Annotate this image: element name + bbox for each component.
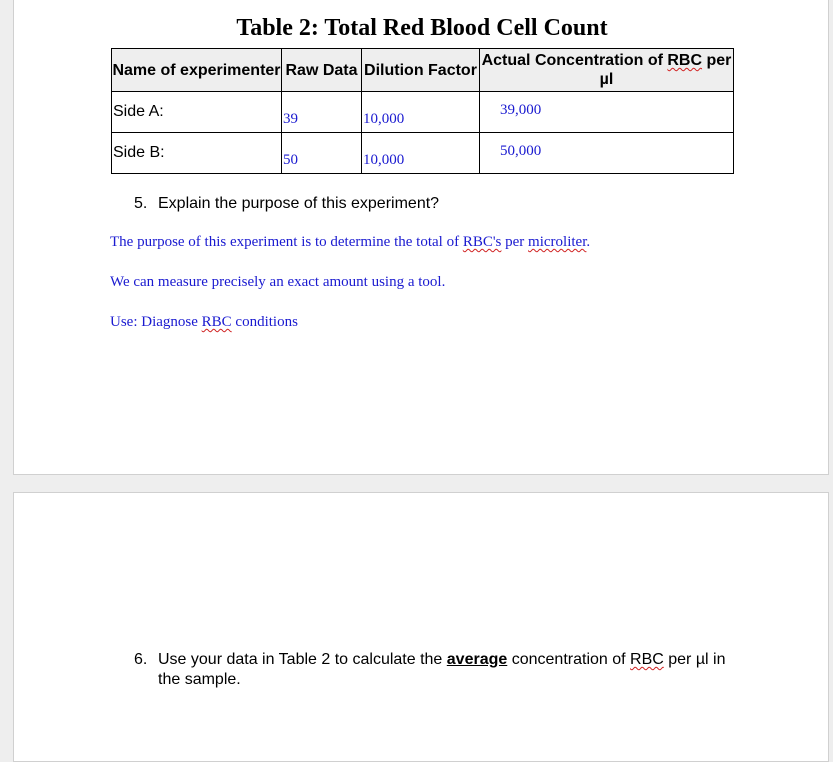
header-actual-suffix: per µl <box>599 52 732 88</box>
raw-value: 50 <box>283 152 298 168</box>
cell-raw[interactable] <box>282 92 362 133</box>
answer-5-line-2[interactable]: We can measure precisely an exact amount using a tool. <box>110 274 446 290</box>
raw-value: 39 <box>283 111 298 127</box>
question-6 <box>134 650 734 690</box>
answer-5-line-1-part2: per <box>501 234 529 250</box>
question-6-part3: per µl in the sample. <box>158 651 726 688</box>
header-dilution: Dilution Factor <box>362 49 480 92</box>
dilution-value: 10,000 <box>363 111 405 127</box>
cell-name <box>112 92 282 133</box>
question-6-part1: Use your data in Table 2 to calculate the <box>158 651 447 668</box>
dilution-value: 10,000 <box>363 152 405 168</box>
document-page-2 <box>13 492 829 762</box>
cell-name <box>112 133 282 174</box>
question-5-number: 5. <box>134 195 148 212</box>
header-raw: Raw Data <box>282 49 362 92</box>
cell-actual[interactable] <box>480 133 734 174</box>
answer-5-line-3[interactable] <box>110 314 298 331</box>
actual-value: 50,000 <box>500 143 542 159</box>
answer-5-line-3-part1: Use: Diagnose <box>110 314 202 330</box>
answer-5-line-3-part2: conditions <box>231 314 298 330</box>
cell-raw[interactable] <box>282 133 362 174</box>
question-6-part2: concentration of <box>507 651 631 668</box>
answer-5-line-1-part3: . <box>586 234 591 250</box>
answer-5-rbcs: RBC's <box>462 234 502 250</box>
question-6-rbc: RBC <box>630 651 664 668</box>
row-label: Side A: <box>113 103 164 120</box>
table-row <box>112 133 734 174</box>
question-6-average: average <box>446 651 508 668</box>
table-header-row <box>112 49 734 92</box>
question-6-number: 6. <box>134 651 148 668</box>
rbc-count-table <box>111 48 734 174</box>
answer-5-rbc: RBC <box>201 314 232 330</box>
document-page-1 <box>13 0 829 475</box>
question-6-text <box>158 650 734 690</box>
cell-actual[interactable] <box>480 92 734 133</box>
header-actual-rbc: RBC <box>667 52 703 69</box>
answer-5-microliter: microliter <box>528 234 587 250</box>
header-actual-prefix: Actual Concentration of <box>481 52 668 69</box>
row-label: Side B: <box>113 144 165 161</box>
cell-dilution[interactable] <box>362 92 480 133</box>
answer-5-line-1-part1: The purpose of this experiment is to determine the total of <box>110 234 463 250</box>
header-actual <box>480 49 734 92</box>
question-5-text: Explain the purpose of this experiment? <box>158 195 440 212</box>
actual-value: 39,000 <box>500 102 542 118</box>
question-5 <box>134 194 734 214</box>
cell-dilution[interactable] <box>362 133 480 174</box>
table-title: Table 2: Total Red Blood Cell Count <box>236 15 608 41</box>
answer-5-line-1[interactable] <box>110 234 590 251</box>
table-row <box>112 92 734 133</box>
header-name: Name of experimenter <box>112 49 282 92</box>
